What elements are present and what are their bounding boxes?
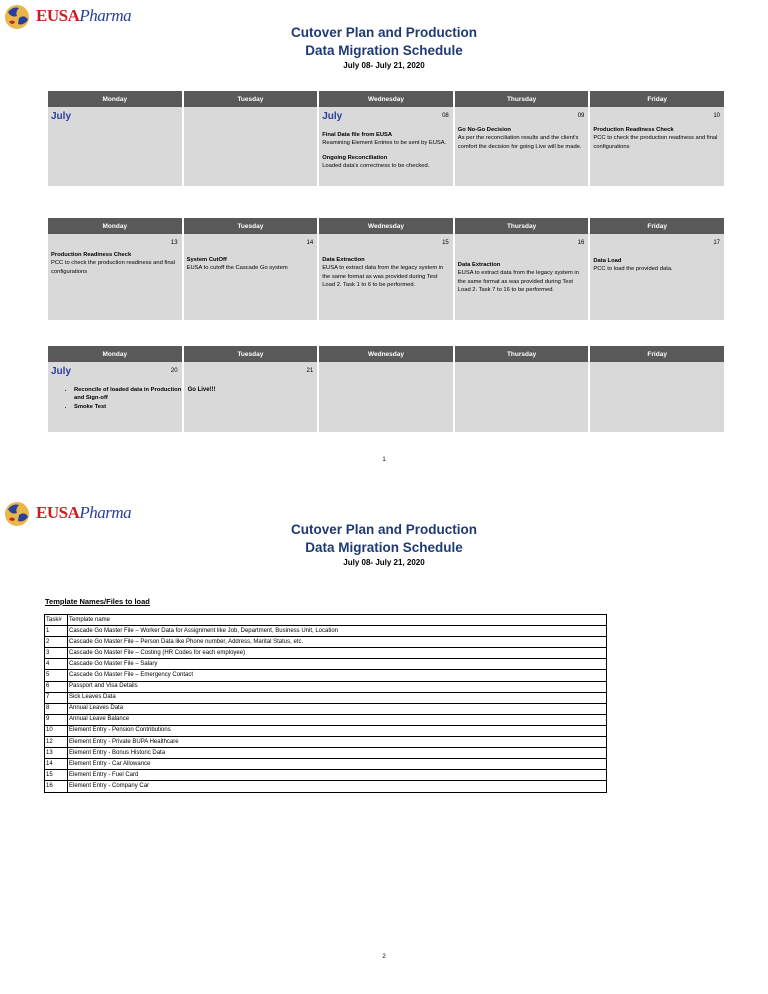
day-cell	[183, 107, 319, 186]
template-name-cell: Cascade Go Master File – Costing (HR Codes for each employee)	[68, 648, 607, 659]
day-number: 21	[306, 368, 314, 374]
task-number-cell: 15	[45, 770, 68, 781]
document-title-line2: Data Migration Schedule	[305, 43, 463, 58]
template-name-cell: Element Entry - Car Allowance	[68, 759, 607, 770]
table-row	[45, 648, 607, 659]
weekday-header: Friday	[589, 91, 725, 107]
event-title: Data Extraction	[457, 262, 501, 268]
day-cell	[318, 234, 454, 320]
task-number-cell: 14	[45, 759, 68, 770]
column-header: Template name	[68, 615, 607, 626]
template-table	[44, 614, 607, 793]
template-name-cell: Annual Leaves Data	[68, 703, 607, 714]
table-row	[45, 681, 607, 692]
column-header: Task#	[45, 615, 68, 626]
day-cell	[589, 107, 725, 186]
task-number-cell: 8	[45, 703, 68, 714]
calendar-week-1	[46, 91, 726, 186]
table-row	[45, 637, 607, 648]
task-number-cell: 16	[45, 781, 68, 792]
day-cell	[589, 234, 725, 320]
day-cell	[454, 107, 590, 186]
event-text: PCC to check the production readiness and final configurations	[593, 135, 718, 150]
day-number: 14	[306, 240, 314, 246]
weekday-header: Wednesday	[318, 218, 454, 234]
list-item: • Reconcile of loaded data in Production and Sign-off	[74, 386, 182, 402]
event-title: Final Data file from EUSA	[322, 132, 393, 138]
weekday-header: Wednesday	[318, 91, 454, 107]
template-name-cell: Element Entry - Bonus Historic Data	[68, 748, 607, 759]
task-bullet-list	[62, 386, 182, 412]
event-text: As per the reconciliation results and the client's comfort the decision for going Live will be made.	[457, 135, 582, 150]
day-cell	[318, 362, 454, 432]
template-name-cell: Element Entry - Fuel Card	[68, 770, 607, 781]
event-title: Production Readiness Check	[593, 127, 674, 133]
day-number: 08	[442, 113, 449, 119]
table-row	[45, 770, 607, 781]
template-name-cell: Cascade Go Master File – Salary	[68, 659, 607, 670]
day-number: 15	[442, 240, 449, 246]
month-label: July	[51, 111, 72, 122]
template-name-cell: Element Entry - Company Car	[68, 781, 607, 792]
page-number: 2	[382, 954, 386, 960]
weekday-header: Thursday	[454, 218, 590, 234]
table-row	[45, 748, 607, 759]
document-title-line2: Data Migration Schedule	[305, 540, 463, 555]
calendar-week-2	[46, 218, 726, 320]
weekday-header: Tuesday	[183, 218, 319, 234]
task-number-cell: 9	[45, 714, 68, 725]
calendar-week-3	[46, 346, 726, 432]
day-cell	[47, 234, 183, 320]
weekday-header: Thursday	[454, 346, 590, 362]
table-row	[45, 670, 607, 681]
event-title: Production Readiness Check	[51, 252, 132, 258]
page-number: 1	[382, 457, 386, 463]
task-number-cell: 10	[45, 725, 68, 736]
month-label: July	[322, 111, 343, 122]
event-text: EUSA to extract data from the legacy system in the same format as was provided during Test Load 2. Task 1 to 6 to be performed.	[322, 265, 444, 288]
event-text: Reamining Element Entries to be sent by EUSA.	[322, 140, 447, 146]
day-number: 13	[170, 240, 178, 246]
month-label: July	[51, 366, 72, 377]
table-row	[45, 703, 607, 714]
template-name-cell: Element Entry - Private BUPA Healthcare	[68, 737, 607, 748]
weekday-header: Tuesday	[183, 346, 319, 362]
table-row	[45, 759, 607, 770]
table-row	[45, 781, 607, 792]
table-row	[45, 659, 607, 670]
date-range: July 08- July 21, 2020	[343, 558, 425, 567]
event-title: Data Extraction	[322, 257, 365, 263]
weekday-header: Tuesday	[183, 91, 319, 107]
event-text: EUSA to extract data from the legacy system in the same format as was provided during Test Load 2. Task 7 to 16 to be performed.	[457, 270, 579, 293]
task-number-cell: 1	[45, 626, 68, 637]
day-cell	[454, 234, 590, 320]
day-cell	[183, 362, 319, 432]
table-row	[45, 714, 607, 725]
template-name-cell: Cascade Go Master File – Worker Data for Assignment like Job, Department, Business Unit, Location	[68, 626, 607, 637]
task-number-cell: 2	[45, 637, 68, 648]
event-text: PCC to check the production readiness and final configurations	[51, 260, 176, 275]
weekday-header: Friday	[589, 346, 725, 362]
day-cell	[454, 362, 590, 432]
day-cell	[47, 107, 183, 186]
table-header-row	[45, 615, 607, 626]
weekday-header: Monday	[47, 346, 183, 362]
day-number: 16	[577, 240, 585, 246]
weekday-header: Friday	[589, 218, 725, 234]
day-number: 20	[170, 368, 178, 374]
table-row	[45, 737, 607, 748]
page-2	[0, 497, 768, 994]
weekday-header: Wednesday	[318, 346, 454, 362]
day-number: 09	[577, 113, 585, 119]
day-number: 10	[713, 113, 720, 119]
date-range: July 08- July 21, 2020	[343, 61, 425, 70]
event-title: System CutOff	[186, 257, 227, 263]
template-name-cell: Element Entry - Pension Contributions	[68, 725, 607, 736]
day-number: 17	[713, 240, 720, 246]
weekday-header: Monday	[47, 91, 183, 107]
template-name-cell: Cascade Go Master File – Person Data like Phone number, Address, Marital Status, etc.	[68, 637, 607, 648]
task-number-cell: 12	[45, 737, 68, 748]
table-row	[45, 626, 607, 637]
event-title: Data Load	[593, 258, 622, 264]
task-number-cell: 4	[45, 659, 68, 670]
template-name-cell: Cascade Go Master File – Emergency Contact	[68, 670, 607, 681]
task-number-cell: 5	[45, 670, 68, 681]
table-row	[45, 725, 607, 736]
logo-text: EUSAPharma	[36, 503, 132, 522]
section-heading: Template Names/Files to load	[45, 597, 150, 606]
task-number-cell: 7	[45, 692, 68, 703]
task-number-cell: 6	[45, 681, 68, 692]
event-title: Ongoing Reconciliation	[322, 154, 388, 161]
document-title-line1: Cutover Plan and Production	[290, 522, 477, 537]
go-live-text: Go Live!!!	[187, 387, 216, 393]
day-cell	[589, 362, 725, 432]
event-text: Loaded data's correctness to be checked.	[322, 162, 430, 169]
weekday-header: Thursday	[454, 91, 590, 107]
day-cell	[183, 234, 319, 320]
template-name-cell: Sick Leaves Data	[68, 692, 607, 703]
day-cell	[47, 362, 183, 432]
template-name-cell: Passport and Visa Details	[68, 681, 607, 692]
weekday-header: Monday	[47, 218, 183, 234]
event-text: EUSA to cutoff the Cascade Go system	[186, 265, 288, 271]
day-cell	[318, 107, 454, 186]
list-item: • Smoke Test	[74, 403, 182, 411]
task-number-cell: 13	[45, 748, 68, 759]
task-number-cell: 3	[45, 648, 68, 659]
document-title-line1: Cutover Plan and Production	[290, 25, 477, 40]
logo-text: EUSAPharma	[36, 6, 132, 25]
template-name-cell: Annual Leave Balance	[68, 714, 607, 725]
event-text: PCC to load the provided data.	[593, 266, 673, 272]
event-title: Go No-Go Decision	[457, 127, 511, 133]
table-row	[45, 692, 607, 703]
